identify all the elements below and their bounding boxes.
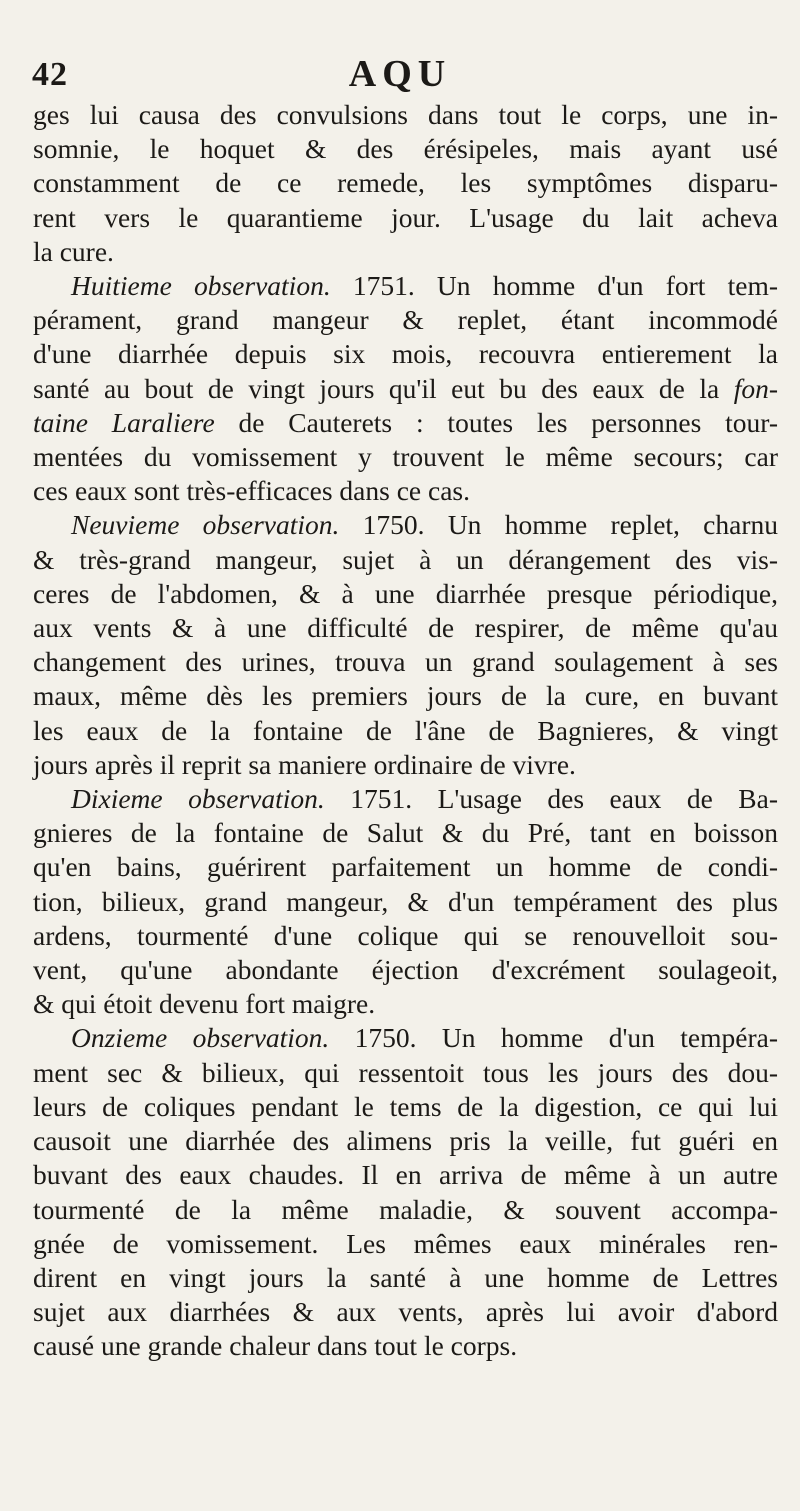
text-segment: causé une grande chaleur dans tout le corps. bbox=[33, 1330, 518, 1362]
paragraph bbox=[33, 98, 778, 269]
text-segment: de Cauterets : toutes les personnes tour- bbox=[214, 406, 779, 438]
text-line bbox=[33, 474, 778, 508]
text-line bbox=[33, 1056, 778, 1090]
text-line bbox=[33, 953, 778, 987]
text-segment: gnée de vomissement. Les mêmes eaux minérales ren- bbox=[33, 1227, 778, 1259]
text-segment: tion, bilieux, grand mangeur, & d'un tempérament des plus bbox=[33, 885, 778, 917]
text-segment: gnieres de la fontaine de Salut & du Pré, tant en boisson bbox=[33, 817, 778, 849]
text-segment: vent, qu'une abondante éjection d'excrément soulageoit, bbox=[33, 954, 778, 986]
text-segment: somnie, le hoquet & des érésipeles, mais ayant usé bbox=[33, 133, 778, 165]
text-segment: Huitieme observation. bbox=[71, 270, 331, 302]
text-segment: ces eaux sont très-efficaces dans ce cas. bbox=[33, 475, 470, 507]
text-line bbox=[33, 337, 778, 371]
text-line bbox=[33, 1158, 778, 1192]
text-segment: leurs de coliques pendant le tems de la digestion, ce qui lui bbox=[33, 1090, 778, 1122]
text-line bbox=[33, 98, 778, 132]
text-line bbox=[33, 782, 778, 816]
text-segment: ceres de l'abdomen, & à une diarrhée presque périodique, bbox=[33, 577, 778, 609]
text-line bbox=[33, 1227, 778, 1261]
text-line bbox=[33, 1021, 778, 1055]
text-line bbox=[33, 269, 778, 303]
text-segment: causoit une diarrhée des alimens pris la veille, fut guéri en bbox=[33, 1125, 778, 1157]
text-line bbox=[33, 1295, 778, 1329]
text-segment: les eaux de la fontaine de l'âne de Bagnieres, & vingt bbox=[33, 714, 778, 746]
text-segment: Neuvieme observation. bbox=[71, 509, 340, 541]
text-line bbox=[33, 1329, 778, 1363]
paragraph bbox=[33, 508, 778, 782]
text-segment: Onzieme observation. bbox=[71, 1022, 330, 1054]
text-line bbox=[33, 166, 778, 200]
text-segment: 1750. Un homme d'un tempéra- bbox=[329, 1022, 778, 1054]
text-segment: & qui étoit devenu fort maigre. bbox=[33, 988, 376, 1020]
text-line bbox=[33, 1261, 778, 1295]
running-head: AQU bbox=[348, 53, 452, 95]
text-segment: Dixieme observation. bbox=[71, 783, 325, 815]
text-segment: buvant des eaux chaudes. Il en arriva de même à un autre bbox=[33, 1159, 778, 1191]
text-line bbox=[33, 372, 778, 406]
text-line bbox=[33, 201, 778, 235]
text-segment: 1751. L'usage des eaux de Ba- bbox=[324, 783, 778, 815]
text-line bbox=[33, 885, 778, 919]
text-segment: sujet aux diarrhées & aux vents, après lui avoir d'abord bbox=[33, 1296, 778, 1328]
text-line bbox=[33, 611, 778, 645]
text-line bbox=[33, 1090, 778, 1124]
text-line bbox=[33, 132, 778, 166]
text-line bbox=[33, 850, 778, 884]
text-segment: d'une diarrhée depuis six mois, recouvra entierement la bbox=[33, 338, 778, 370]
text-segment: ardens, tourmenté d'une colique qui se renouvelloit sou- bbox=[33, 919, 778, 951]
page-number: 42 bbox=[32, 56, 68, 93]
text-segment: tourmenté de la même maladie, & souvent accompa- bbox=[33, 1193, 778, 1225]
text-segment: 1751. Un homme d'un fort tem- bbox=[330, 270, 778, 302]
paragraph bbox=[33, 1021, 778, 1363]
text-line bbox=[33, 235, 778, 269]
text-segment: mentées du vomissement y trouvent le même secours; car bbox=[33, 441, 778, 473]
text-line bbox=[33, 1193, 778, 1227]
text-segment: ment sec & bilieux, qui ressentoit tous les jours des dou- bbox=[33, 1056, 778, 1088]
text-segment: pérament, grand mangeur & replet, étant incommodé bbox=[33, 304, 778, 336]
text-line bbox=[33, 406, 778, 440]
text-segment: fon- bbox=[733, 372, 778, 404]
text-segment: santé au bout de vingt jours qu'il eut bu des eaux de la bbox=[33, 372, 734, 404]
text-line bbox=[33, 543, 778, 577]
text-segment: taine Laraliere bbox=[33, 406, 215, 438]
text-line bbox=[33, 303, 778, 337]
text-line bbox=[33, 440, 778, 474]
text-segment: 1750. Un homme replet, charnu bbox=[339, 509, 778, 541]
text-segment: changement des urines, trouva un grand soulagement à ses bbox=[33, 646, 778, 678]
text-line bbox=[33, 1124, 778, 1158]
text-segment: & très-grand mangeur, sujet à un dérangement des vis- bbox=[33, 543, 778, 575]
page-header bbox=[30, 50, 770, 102]
text-line bbox=[33, 919, 778, 953]
text-line bbox=[33, 748, 778, 782]
body-text bbox=[33, 98, 778, 1364]
text-segment: dirent en vingt jours la santé à une homme de Lettres bbox=[33, 1261, 778, 1293]
text-line bbox=[33, 816, 778, 850]
text-segment: maux, même dès les premiers jours de la cure, en buvant bbox=[33, 680, 778, 712]
text-line bbox=[33, 679, 778, 713]
text-line bbox=[33, 508, 778, 542]
text-line bbox=[33, 987, 778, 1021]
text-segment: jours après il reprit sa maniere ordinaire de vivre. bbox=[33, 748, 576, 780]
text-line bbox=[33, 714, 778, 748]
text-segment: ges lui causa des convulsions dans tout le corps, une in- bbox=[33, 99, 778, 130]
text-segment: qu'en bains, guérirent parfaitement un homme de condi- bbox=[33, 851, 778, 883]
text-segment: rent vers le quarantieme jour. L'usage du lait acheva bbox=[33, 201, 778, 233]
text-segment: constamment de ce remede, les symptômes disparu- bbox=[33, 167, 778, 199]
text-segment: aux vents & à une difficulté de respirer, de même qu'au bbox=[33, 612, 778, 644]
text-line bbox=[33, 645, 778, 679]
paragraph bbox=[33, 782, 778, 1021]
paragraph bbox=[33, 269, 778, 508]
text-line bbox=[33, 577, 778, 611]
text-segment: la cure. bbox=[33, 235, 114, 267]
